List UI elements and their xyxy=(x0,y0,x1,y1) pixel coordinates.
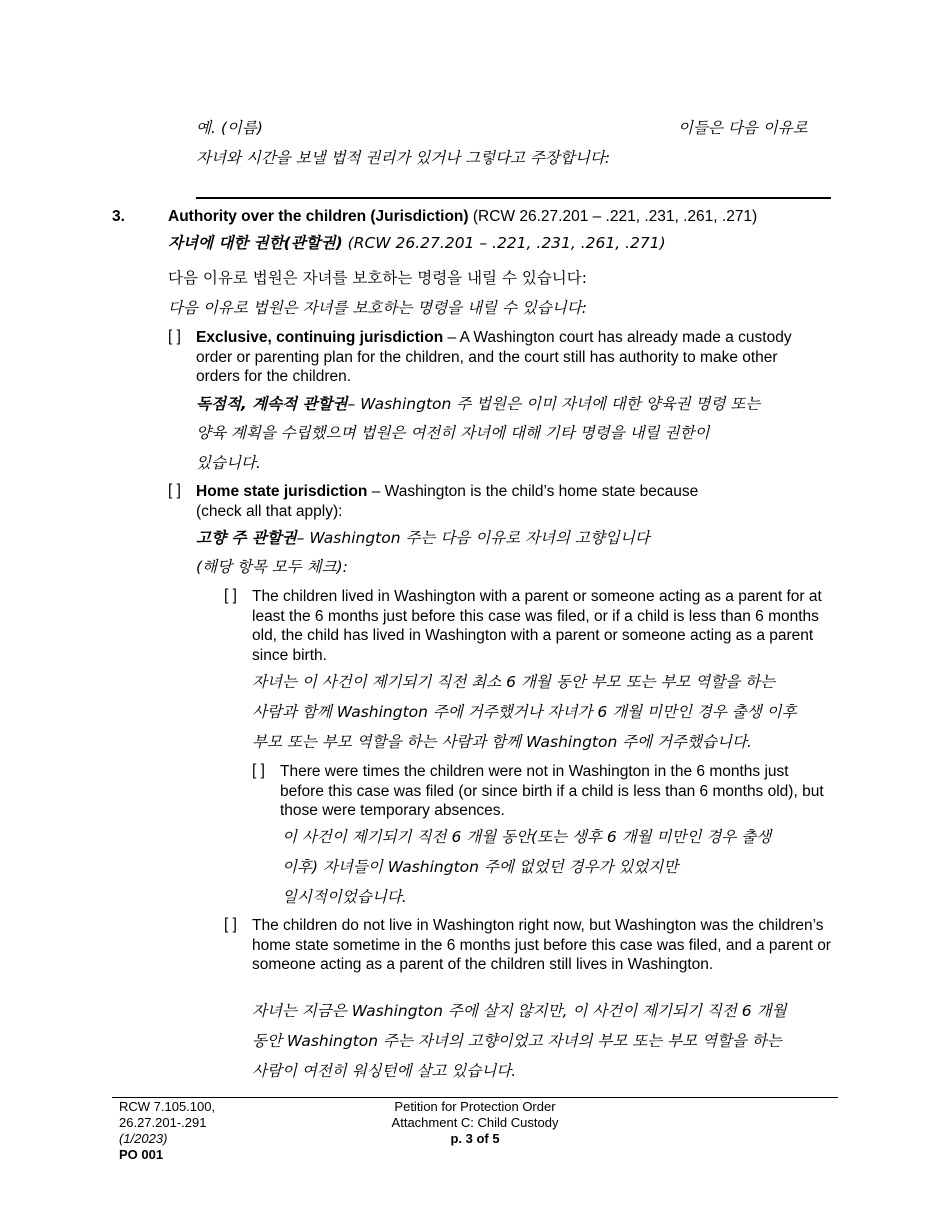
footer-center-2: Attachment C: Child Custody xyxy=(391,1115,559,1130)
exclusive-checkbox[interactable]: [ ] xyxy=(168,328,181,345)
exclusive-body: – A Washington court has already made a custody order or parenting plan for the children, and the court still has authority to make other orders for the children. xyxy=(196,329,792,385)
exclusive-ko-title: 독점적, 계속적 관할권 xyxy=(196,395,348,413)
opt2-ko-2: 동안 Washington 주는 자녀의 고향이었고 자녀의 부모 또는 부모 역할을 하는 xyxy=(252,1032,782,1050)
lead-ko-2: 다음 이유로 법원은 자녀를 보호하는 명령을 내릴 수 있습니다: xyxy=(168,299,587,317)
intro-line1-right: 이들은 다음 이유로 xyxy=(678,119,808,137)
home-checkbox[interactable]: [ ] xyxy=(168,482,181,499)
opt2-text: The children do not live in Washington right now, but Washington was the children’s home state sometime in the 6 months just before this case was filed, and a parent or someone acting as a parent of the children still lives in Washington. xyxy=(252,917,831,973)
footer-left-2: 26.27.201-.291 xyxy=(119,1115,207,1130)
section-title-en xyxy=(168,207,757,227)
exclusive-title: Exclusive, continuing jurisdiction xyxy=(196,329,444,346)
home-ko-line1: – Washington 주는 다음 이유로 자녀의 고향입니다 xyxy=(296,529,650,547)
section-title-ko xyxy=(168,231,666,253)
home-text-2: (check all that apply): xyxy=(196,503,343,520)
opt2-ko-1: 자녀는 지금은 Washington 주에 살지 않지만, 이 사건이 제기되기 직전 6 개월 xyxy=(252,1002,787,1020)
section-title-en-text: Authority over the children (Jurisdiction) xyxy=(168,208,469,225)
home-title: Home state jurisdiction xyxy=(196,483,368,500)
exclusive-text xyxy=(196,328,824,387)
name-underline xyxy=(196,197,831,199)
exclusive-ko-3: 있습니다. xyxy=(196,454,261,472)
opt1a-ko-3: 일시적이었습니다. xyxy=(282,888,407,906)
opt1-text: The children lived in Washington with a parent or someone acting as a parent for at least the 6 months just before this case was filed, or if a child is less than 6 months old, the child has lived in Washington with a parent or someone acting as a parent since birth. xyxy=(252,588,822,664)
home-ko-1 xyxy=(196,526,650,548)
section-title-ko-text: 자녀에 대한 권한(관할권) xyxy=(168,234,343,252)
opt1-checkbox[interactable]: [ ] xyxy=(224,587,237,604)
exclusive-ko-2: 양육 계획을 수립했으며 법원은 여전히 자녀에 대해 기타 명령을 내릴 권한이 xyxy=(196,424,710,442)
exclusive-ko-1 xyxy=(196,392,760,414)
opt1a-checkbox[interactable]: [ ] xyxy=(252,762,265,779)
footer-center-1: Petition for Protection Order xyxy=(394,1099,556,1114)
opt1-ko-3: 부모 또는 부모 역할을 하는 사람과 함께 Washington 주에 거주했습니다. xyxy=(252,733,752,751)
opt2-ko-3: 사람이 여전히 워싱턴에 살고 있습니다. xyxy=(252,1062,517,1080)
opt1-ko-2: 사람과 함께 Washington 주에 거주했거나 자녀가 6 개월 미만인 경우 출생 이후 xyxy=(252,703,797,721)
home-text-1 xyxy=(196,482,698,502)
home-ko-2: (해당 항목 모두 체크): xyxy=(196,558,348,576)
section-number: 3. xyxy=(112,208,125,225)
section-title-en-cite: (RCW 26.27.201 – .221, .231, .261, .271) xyxy=(472,208,758,225)
lead-ko-1: 다음 이유로 법원은 자녀를 보호하는 명령을 내릴 수 있습니다: xyxy=(168,269,587,287)
footer-rule xyxy=(112,1097,838,1098)
home-ko-title: 고향 주 관할권 xyxy=(196,529,297,547)
footer-form-number: PO 001 xyxy=(119,1147,164,1162)
intro-line2: 자녀와 시간을 보낼 법적 권리가 있거나 그렇다고 주장합니다: xyxy=(196,149,611,167)
exclusive-ko-line1: – Washington 주 법원은 이미 자녀에 대한 양육권 명령 또는 xyxy=(347,395,761,413)
opt2-checkbox[interactable]: [ ] xyxy=(224,916,237,933)
section-title-ko-cite: (RCW 26.27.201 – .221, .231, .261, .271) xyxy=(347,234,666,252)
footer-left-1: RCW 7.105.100, xyxy=(119,1099,216,1114)
footer-page-number: p. 3 of 5 xyxy=(450,1131,500,1146)
intro-line1-left: 예. (이름) xyxy=(196,119,263,137)
opt1-ko-1: 자녀는 이 사건이 제기되기 직전 최소 6 개월 동안 부모 또는 부모 역할을 하는 xyxy=(252,673,776,691)
footer-left-3: (1/2023) xyxy=(119,1131,168,1146)
opt1a-text: There were times the children were not in Washington in the 6 months just before this case was filed (or since birth if a child is less than 6 months old), but those were temporary absences. xyxy=(280,763,824,819)
opt1a-ko-2: 이후) 자녀들이 Washington 주에 없었던 경우가 있었지만 xyxy=(282,858,679,876)
opt1a-ko-1: 이 사건이 제기되기 직전 6 개월 동안(또는 생후 6 개월 미만인 경우 출생 xyxy=(282,828,772,846)
home-body: – Washington is the child’s home state because xyxy=(367,483,699,500)
